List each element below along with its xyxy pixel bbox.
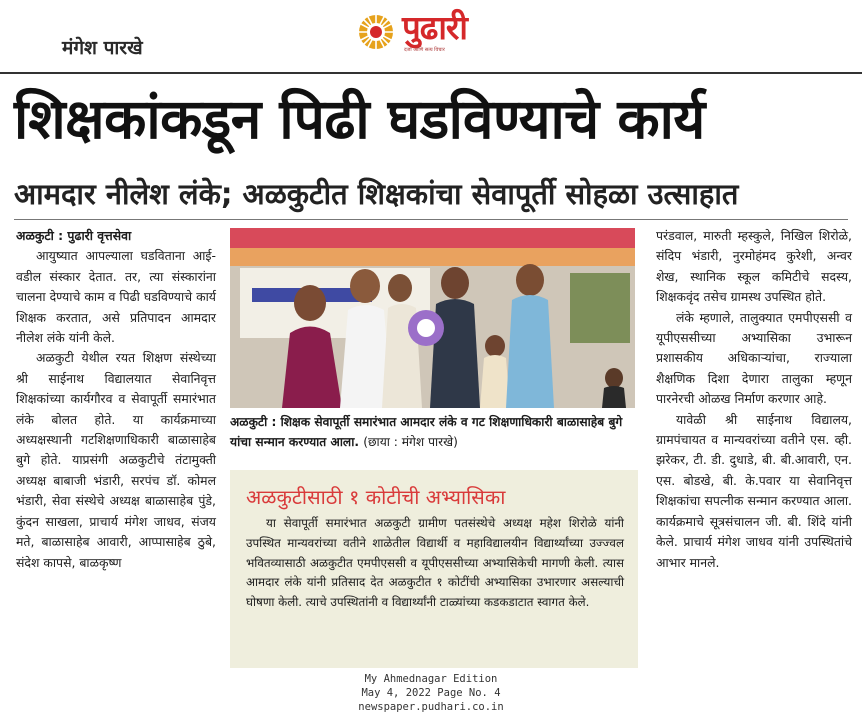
photo-caption-text: अळकुटी : शिक्षक सेवापूर्ती समारंभात आमदार लंके व गट शिक्षणाधिकारी बाळासाहेब बुगे यांचा सन्मान करण्यात आला.: [230, 415, 623, 449]
dateline: अळकुटी : पुढारी वृत्तसेवा: [16, 228, 132, 243]
photo-caption: [230, 412, 635, 452]
reporter-byline: मंगेश पारखे: [62, 37, 143, 59]
footer-date-page: May 4, 2022 Page No. 4: [361, 687, 501, 699]
article-subheadline: आमदार नीलेश लंके; अळकुटीत शिक्षकांचा सेवापूर्ती सोहळा उत्साहात: [14, 177, 739, 211]
left-paragraph-1: आयुष्यात आपल्याला घडविताना आई-वडील संस्कार देतात. तर, त्या संस्कारांना चालना देण्याचे काम व पिढी घडविण्याचे कार्य शिक्षक करतात, असे प्रतिपादन आमदार नीलेश लंके यांनी केले.: [16, 248, 216, 346]
box-story-title: अळकुटीसाठी १ कोटीची अभ्यासिका: [246, 485, 506, 509]
box-story-body: या सेवापूर्ती समारंभात अळकुटी ग्रामीण पतसंस्थेचे अध्यक्ष महेश शिरोळे यांनी उपस्थित मान्यवरांच्या वतीने शाळेतील विद्यार्थी व महाविद्यालयीन विद्यार्थ्यांच्या उज्ज्वल भवितव्यासाठी अळकुटीत एमपीएससी व यूपीएससीच्या अभ्यासिकेची मागणी केली. त्यास आमदार लंके यांनी प्रतिसाद देत अळकुटीत १ कोटींची अभ्यासिका उभारणार असल्याची घोषणा केली. त्याचे उपस्थितांनी व विद्यार्थ्यांनी टाळ्यांच्या कडकडाटात स्वागत केले.: [246, 516, 624, 610]
right-paragraph-1: परंडवाल, मारुती म्हस्कुले, निखिल शिरोळे, संदिप भंडारी, नुरमोहंमद कुरेशी, अन्वर शेख, स्थानिक स्कूल कमिटीचे सदस्य, शिक्षकवृंद तसेच ग्रामस्थ उपस्थित होते.: [656, 228, 852, 305]
left-paragraph-2: अळकुटी येथील रयत शिक्षण संस्थेच्या श्री साईनाथ विद्यालयात सेवानिवृत्त शिक्षकांच्या कार्यगौरव व सेवापूर्ती समारंभात लंके बोलत होते. या कार्यक्रमाच्या अध्यक्षस्थानी गटशिक्षणाधिकारी बाळासाहेब बुगे होते. याप्रसंगी अळकुटीचे तंटामुक्ती अध्यक्ष बाबाजी भंडारी, सरपंच डॉ. कोमल भंडारी, सेवा संस्थेचे अध्यक्ष बाळासाहेब पुंडे, कुंदन साखला, प्राचार्य मंगेश जाधव, संजय मते, बाळासाहेब आवारी, आप्पासाहेब ठुबे, संदेश कापसे, बाळकृष्ण: [16, 350, 216, 570]
newspaper-masthead: [352, 8, 522, 64]
right-column: [656, 226, 852, 573]
masthead-tagline: दर्जा आणि सत्य विचार: [404, 47, 445, 53]
header-divider: [0, 72, 862, 74]
sun-emblem-icon: [356, 12, 396, 52]
sidebar-box-story: [230, 470, 638, 668]
article-headline: शिक्षकांकडून पिढी घडविण्याचे कार्य: [14, 87, 705, 151]
right-paragraph-2: लंके म्हणाले, तालुक्यात एमपीएससी व यूपीएससीच्या अभ्यासिका उभारून प्रशासकीय अधिकाऱ्यांचा, राज्याला शैक्षणिक दिशा देणारा तालुका म्हणून पारनेरची ओळख निर्माण करणार आहे.: [656, 309, 852, 407]
photo-credit: (छाया : मंगेश पारखे): [363, 435, 458, 449]
subhead-divider: [14, 219, 848, 220]
right-paragraph-3: यावेळी श्री साईनाथ विद्यालय, ग्रामपंचायत व मान्यवरांच्या वतीने एस. व्ही. झरेकर, टी. डी. दुधाडे, बी. बी.आवारी, एन. एस. बोडखे, बी. के.पवार या सेवानिवृत्त शिक्षकांचा सपत्नीक सन्मान करण्यात आला. कार्यक्रमाचे सूत्रसंचालन जी. बी. शिंदे यांनी केले. प्राचार्य मंगेश जाधव यांनी उपस्थितांचे आभार मानले.: [656, 411, 852, 570]
event-photo-illustration: [230, 228, 635, 408]
event-photo: [230, 228, 635, 408]
footer-edition: My Ahmednagar Edition: [364, 673, 498, 685]
footer-site-link[interactable]: newspaper.pudhari.co.in: [358, 701, 504, 713]
masthead-name: पुढारी: [402, 8, 467, 47]
left-column: [16, 226, 216, 573]
edition-footer: [300, 672, 562, 714]
